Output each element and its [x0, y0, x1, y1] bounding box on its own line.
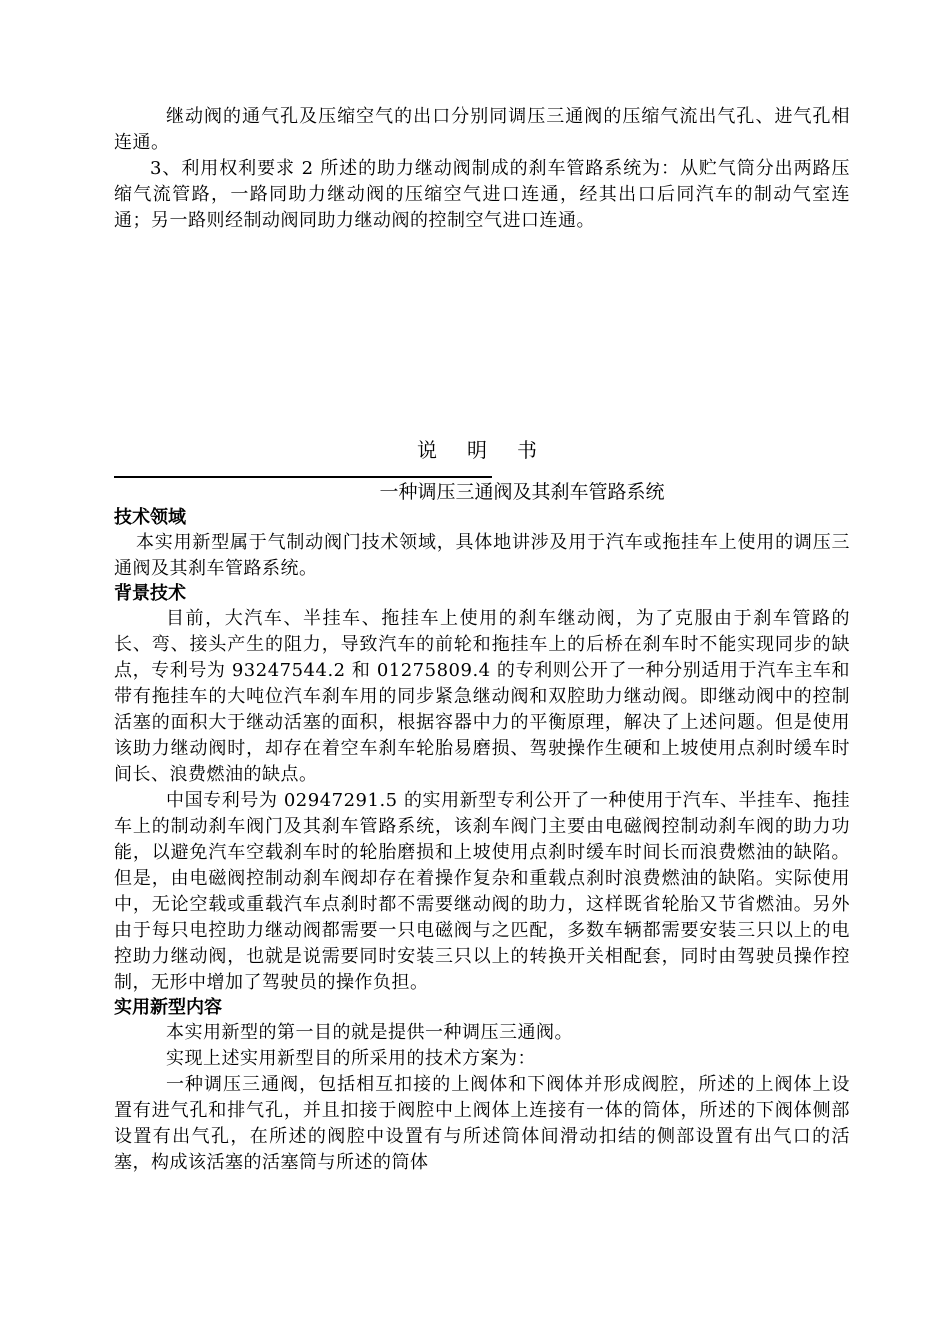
background-paragraph-2: 中国专利号为 02947291.5 的实用新型专利公开了一种使用于汽车、半挂车、拖挂车上的制动刹车阀门及其刹车管路系统，该刹车阀门主要由电磁阀控制动刹车阀的助力功能，以避免汽车空载刹车时的轮胎磨损和上坡使用点刹时缓车时间长而浪费燃油的缺陷。但是，由电磁阀控制动刹车阀却存在着操作复杂和重载点刹时浪费燃油的缺陷。实际使用中，无论空载或重载汽车点刹时都不需要继动阀的助力，这样既省轮胎又节省燃油。另外由于每只电控助力继动阀都需要一只电磁阀与之匹配，多数车辆都需要安装三只以上的电控助力继动阀，也就是说需要同时安装三只以上的转换开关相配套，同时由驾驶员操作控制，无形中增加了驾驶员的操作负担。: [114, 790, 850, 993]
content-paragraph-2: 实现上述实用新型目的所采用的技术方案为：: [166, 1048, 536, 1069]
claims-continuation-paragraph: 继动阀的通气孔及压缩空气的出口分别同调压三通阀的压缩气流出气孔、进气孔相连通。: [114, 106, 850, 153]
document-page: [114, 104, 850, 1176]
section-heading-technical-field: 技术领域: [114, 507, 186, 528]
document-subtitle: 一种调压三通阀及其刹车管路系统: [379, 481, 665, 503]
claim-3-paragraph: 3、利用权利要求 2 所述的助力继动阀制成的刹车管路系统为：从贮气筒分出两路压缩气流管路，一路同助力继动阀的压缩空气进口连通，经其出口后同汽车的制动气室连通；另一路则经制动阀同助力继动阀的控制空气进口连通。: [114, 158, 850, 231]
technical-field-paragraph: 本实用新型属于气制动阀门技术领域，具体地讲涉及用于汽车或拖挂车上使用的调压三通阀及其刹车管路系统。: [114, 532, 850, 579]
background-paragraph-1: 目前，大汽车、半挂车、拖挂车上使用的刹车继动阀，为了克服由于刹车管路的长、弯、接头产生的阻力，导致汽车的前轮和拖挂车上的后桥在刹车时不能实现同步的缺点，专利号为 93247544.2 和 01275809.4 的专利则公开了一种分别适用于汽车主车和带有拖挂车的大吨位汽车刹车用的同步紧急继动阀和双腔助力继动阀。即继动阀中的控制活塞的面积大于继动活塞的面积，根据容器中力的平衡原理，解决了上述问题。但是使用该助力继动阀时，却存在着空车刹车轮胎易磨损、驾驶操作生硬和上坡使用点刹时缓车时间长、浪费燃油的缺点。: [114, 608, 850, 785]
content-paragraph-3: 一种调压三通阀，包括相互扣接的上阀体和下阀体并形成阀腔，所述的上阀体上设置有进气孔和排气孔，并且扣接于阀腔中上阀体上连接有一体的筒体，所述的下阀体侧部设置有出气孔，在所述的阀腔中设置有与所述筒体间滑动扣结的侧部设置有出气口的活塞，构成该活塞的活塞筒与所述的筒体: [114, 1074, 850, 1173]
section-heading-background: 背景技术: [114, 583, 186, 604]
section-heading-content: 实用新型内容: [114, 997, 222, 1018]
content-paragraph-1: 本实用新型的第一目的就是提供一种调压三通阀。: [166, 1022, 573, 1043]
page-title: 说明书: [417, 438, 567, 462]
